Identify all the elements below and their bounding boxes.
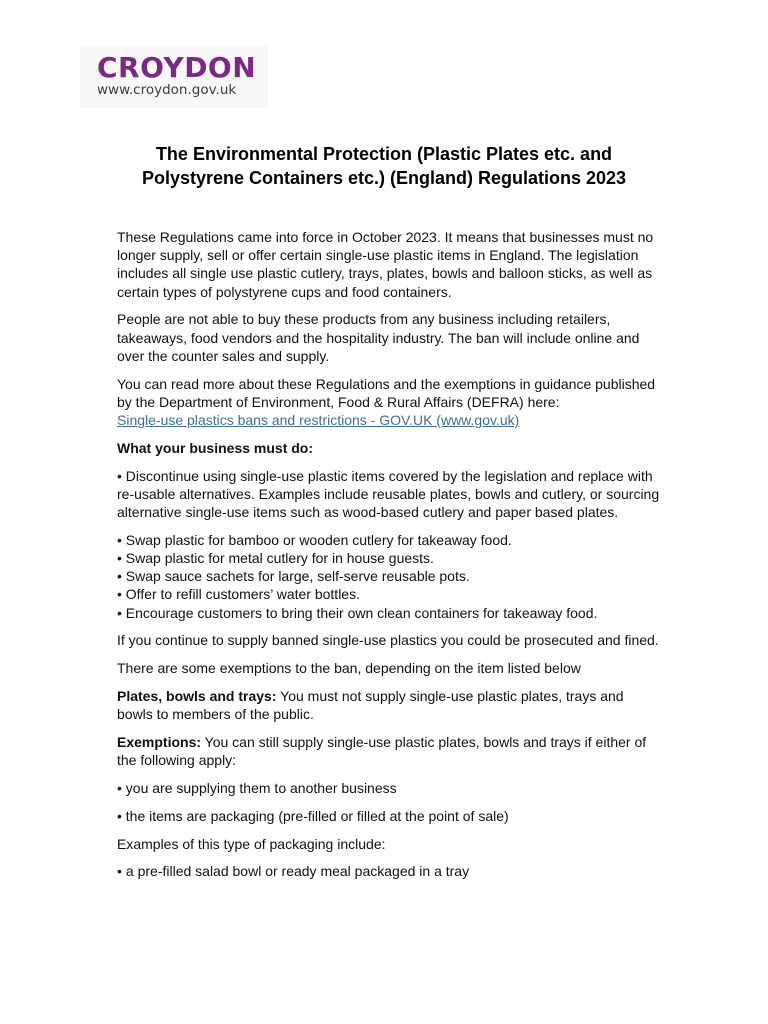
title-line-1: The Environmental Protection (Plastic Plates etc. and [155,144,613,164]
must-do-heading: What your business must do: [117,439,314,456]
intro-paragraph: These Regulations came into force in October 2023. It means that businesses must no longer supply, sell or offer certain single-use plastic items in England. The legislation includes all single use plastic cutlery, trays, plates, bowls and balloon sticks, as well as certain types of polystyrene cups and food containers. [117,229,654,300]
swap-list [117,531,662,622]
exemptions-intro: There are some exemptions to the ban, depending on the item listed below [117,660,581,677]
croydon-logo [80,46,268,108]
examples-paragraph: Examples of this type of packaging include: [117,835,386,852]
read-more-text: You can read more about these Regulations and the exemptions in guidance published by the Department of Environment, Food & Rural Affairs (DEFRA) here: [117,375,656,410]
list-item: • Swap plastic for bamboo or wooden cutlery for takeaway food. [117,531,512,548]
list-item: • Offer to refill customers’ water bottles. [117,586,360,603]
people-paragraph: People are not able to buy these products from any business including retailers, takeaways, food vendors and the hospitality industry. The ban will include online and over the counter sales and supply. [117,311,640,364]
exemption-item-1: • you are supplying them to another business [117,780,397,797]
example-item-1 [117,862,662,880]
read-more-paragraph [117,375,662,430]
exemptions-label: Exemptions: [117,734,202,751]
exemption-item-2: • the items are packaging (pre-filled or filled at the point of sale) [117,807,509,824]
prosecuted-paragraph: If you continue to supply banned single-use plastics you could be prosecuted and fined. [117,632,659,649]
list-item: • Encourage customers to bring their own clean containers for takeaway food. [117,604,598,621]
list-item: • Swap plastic for metal cutlery for in house guests. [117,550,434,567]
document-title [90,143,678,190]
gov-uk-link[interactable]: Single-use plastics bans and restrictions - GOV.UK (www.gov.uk) [117,412,520,429]
logo-url: www.croydon.gov.uk [97,82,237,98]
bullet-icon: • [117,863,122,880]
title-line-2: Polystyrene Containers etc.) (England) Regulations 2023 [141,167,627,188]
discontinue-paragraph: • Discontinue using single-use plastic items covered by the legislation and replace with re-usable alternatives. Examples include reusable plates, bowls and cutlery, or sourcing alternative single-use items such as wood-based cutlery and paper based plates. [117,467,660,521]
exemptions-text: You can still supply single-use plastic plates, bowls and trays if either of the following apply: [117,734,647,769]
example-item-text: a pre-filled salad bowl or ready meal packaged in a tray [125,863,470,880]
document-body [117,228,662,881]
exemptions-paragraph [117,733,662,769]
logo-name: CROYDON [97,51,257,84]
list-item: • Swap sauce sachets for large, self-serve reusable pots. [117,568,470,585]
plates-label: Plates, bowls and trays: [117,688,277,705]
plates-paragraph [117,687,662,723]
plates-text: You must not supply single-use plastic plates, trays and bowls to members of the public. [117,688,624,723]
